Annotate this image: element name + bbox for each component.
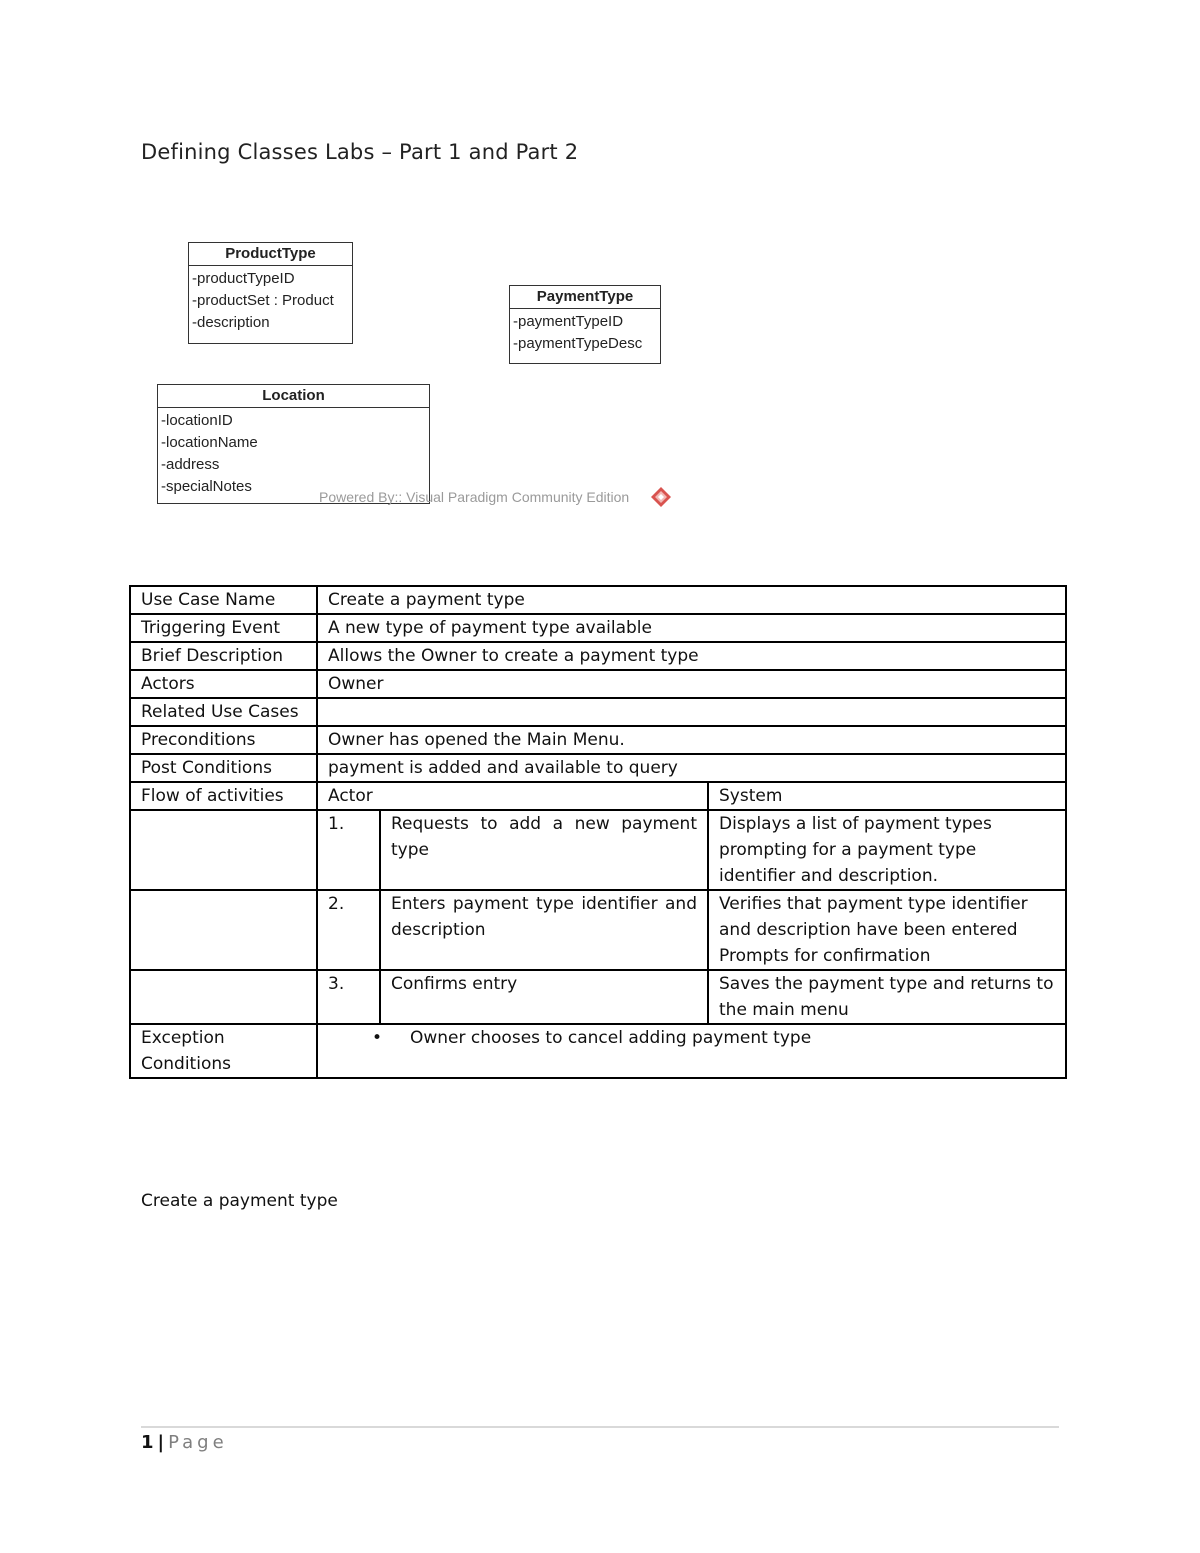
page-number: 1 [141,1432,154,1453]
step-number: 3. [317,970,380,1024]
table-row [130,726,1066,754]
list-item [328,1025,1055,1051]
actor-step: Requests to add a new payment type [380,810,708,890]
row-label: Related Use Cases [130,698,317,726]
exception-text: Owner chooses to cancel adding payment type [410,1028,812,1048]
uml-class-producttype [188,242,353,344]
system-step: Saves the payment type and returns to the main menu [708,970,1066,1024]
visual-paradigm-logo-icon [650,486,672,508]
row-label: Brief Description [130,642,317,670]
row-value [317,698,1066,726]
row-label: Triggering Event [130,614,317,642]
uml-class-name: PaymentType [510,286,660,309]
step-number: 2. [317,890,380,970]
row-label: Use Case Name [130,586,317,614]
uml-attribute: -locationName [161,434,258,451]
exception-row [130,1024,1066,1078]
empty-cell [130,810,317,890]
uml-class-name: Location [158,385,429,408]
uml-attribute: -specialNotes [161,478,252,495]
row-value: payment is added and available to query [317,754,1066,782]
uml-attribute: -paymentTypeDesc [513,335,643,352]
table-row [130,642,1066,670]
row-value: A new type of payment type available [317,614,1066,642]
flow-step-row [130,970,1066,1024]
uml-attribute: -productTypeID [192,270,295,287]
row-value: Owner has opened the Main Menu. [317,726,1066,754]
flow-header-row [130,782,1066,810]
caption-text: Create a payment type [141,1191,338,1211]
actor-step: Confirms entry [380,970,708,1024]
flow-step-row [130,810,1066,890]
bullet-icon: • [372,1028,383,1048]
actor-header: Actor [317,782,708,810]
system-header: System [708,782,1066,810]
flow-step-row [130,890,1066,970]
page-footer [141,1432,228,1453]
actor-step: Enters payment type identifier and description [380,890,708,970]
uml-attribute: -paymentTypeID [513,313,624,330]
table-row [130,754,1066,782]
footer-separator: | [157,1432,165,1453]
table-row [130,614,1066,642]
row-label: Actors [130,670,317,698]
page-title: Defining Classes Labs – Part 1 and Part 2 [141,140,579,164]
system-step: Verifies that payment type identifier and description have been entered Prompts for confirmation [708,890,1066,970]
uml-class-location [157,384,430,504]
row-label: Post Conditions [130,754,317,782]
uml-attribute: -address [161,456,220,473]
uml-class-paymenttype [509,285,661,364]
system-step: Displays a list of payment types prompting for a payment type identifier and description. [708,810,1066,890]
page-word: Page [168,1432,228,1453]
row-label: Flow of activities [130,782,317,810]
diagram-watermark: Powered By:: Visual Paradigm Community Edition [319,489,630,505]
row-value: Create a payment type [317,586,1066,614]
footer-divider [141,1426,1059,1428]
row-value: Owner [317,670,1066,698]
row-label: Exception Conditions [130,1024,317,1078]
uml-attribute: -description [192,314,270,331]
uml-attribute: -locationID [161,412,233,429]
uml-class-name: ProductType [189,243,352,266]
empty-cell [130,970,317,1024]
table-row [130,698,1066,726]
table-row [130,670,1066,698]
use-case-table [129,585,1067,1079]
row-value: Allows the Owner to create a payment type [317,642,1066,670]
row-label: Preconditions [130,726,317,754]
table-row [130,586,1066,614]
exception-list [317,1024,1066,1078]
empty-cell [130,890,317,970]
step-number: 1. [317,810,380,890]
uml-attribute: -productSet : Product [192,292,334,309]
